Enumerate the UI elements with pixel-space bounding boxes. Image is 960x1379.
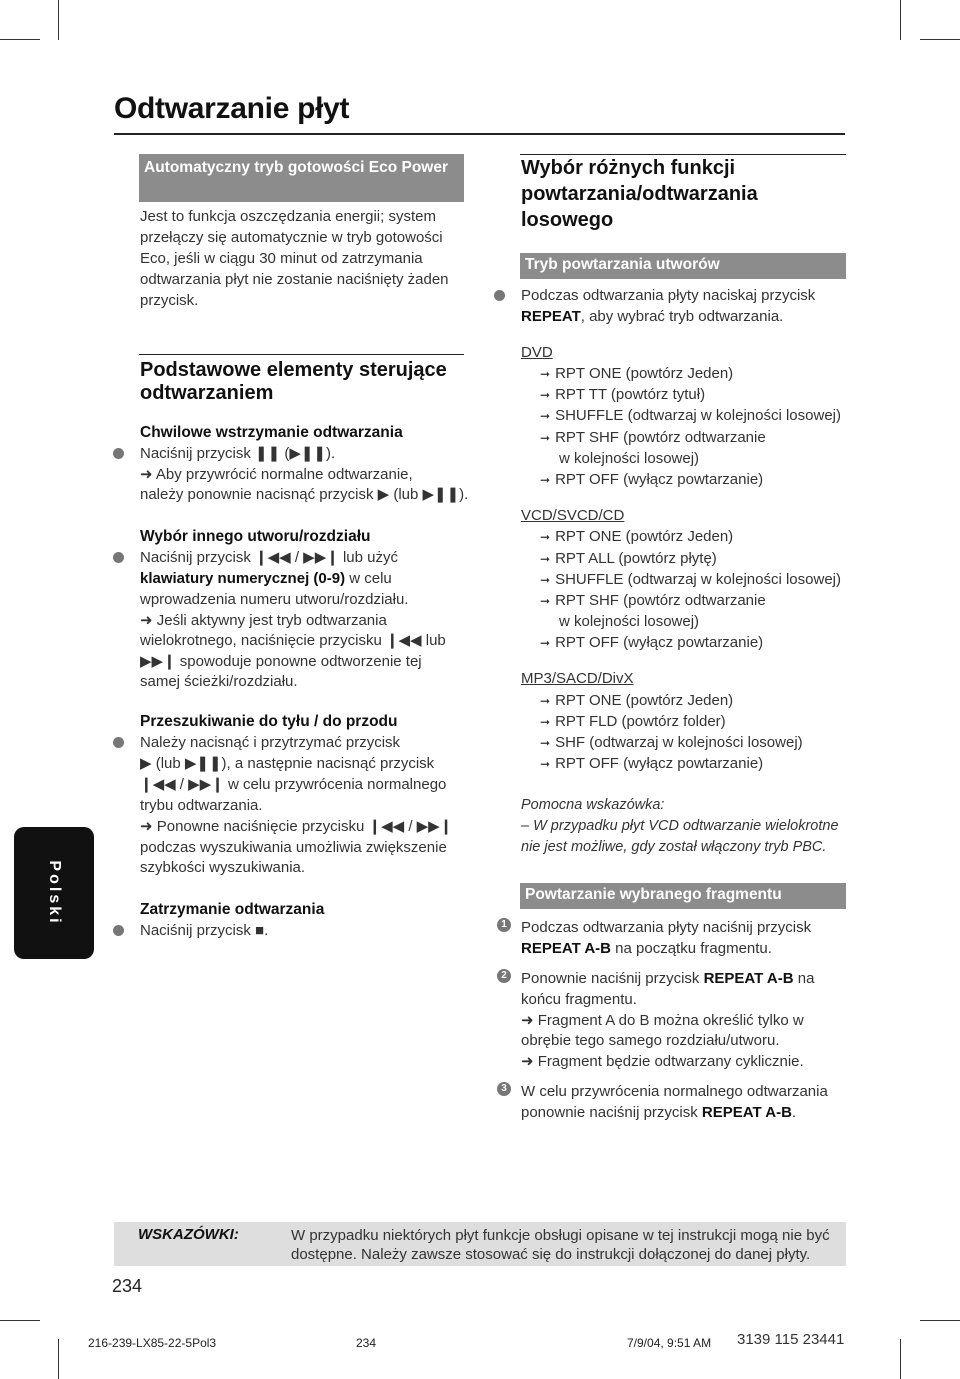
arrow-icon: ➞ bbox=[540, 473, 551, 487]
select-line-2 bbox=[140, 568, 392, 589]
option-label: RPT SHF (powtórz odtwarzanie bbox=[555, 429, 766, 446]
pause-line-3: należy ponownie nacisnąć przycisk ▶ (lub ▶❚❚). bbox=[140, 486, 469, 503]
step1-line-2 bbox=[521, 938, 772, 959]
crop-mark bbox=[920, 1320, 960, 1321]
option-item bbox=[540, 590, 766, 612]
option-item bbox=[540, 711, 726, 733]
eco-power-heading: Automatyczny tryb gotowości Eco Power bbox=[144, 159, 449, 176]
bullet bbox=[113, 737, 124, 748]
search-line-5: ➜ Ponowne naciśnięcie przycisku ❙◀◀ / ▶▶❙ bbox=[140, 818, 453, 835]
page-number: 234 bbox=[112, 1276, 143, 1296]
option-item bbox=[540, 384, 705, 406]
repeat-heading-2: powtarzania/odtwarzania bbox=[521, 183, 758, 205]
arrow-icon: ➞ bbox=[540, 694, 551, 708]
crop-mark bbox=[58, 0, 59, 40]
search-line-1: Należy nacisnąć i przytrzymać przycisk bbox=[140, 734, 401, 751]
crop-mark bbox=[900, 1339, 901, 1379]
title-divider bbox=[114, 133, 845, 135]
crop-mark bbox=[0, 39, 40, 40]
repeat-ab-keyword: REPEAT A-B bbox=[701, 1104, 792, 1121]
select-track-heading: Wybór innego utworu/rozdziału bbox=[140, 528, 371, 545]
step1-line-1: Podczas odtwarzania płyty naciśnij przycisk bbox=[521, 919, 812, 936]
option-label: RPT OFF (wyłącz powtarzanie) bbox=[555, 755, 764, 772]
tips-text: W przypadku niektórych płyt funkcje obsługi opisane w tej instrukcji mogą nie być dostępne. Należy zawsze stosować się do instrukcji dołączonej do danej płyty. bbox=[291, 1227, 830, 1263]
bullet bbox=[113, 925, 124, 936]
option-continuation: w kolejności losowej) bbox=[559, 613, 700, 630]
option-item bbox=[540, 732, 803, 754]
arrow-icon: ➞ bbox=[540, 757, 551, 771]
option-label: RPT ONE (powtórz Jeden) bbox=[555, 692, 734, 709]
option-continuation: w kolejności losowej) bbox=[559, 450, 700, 467]
option-label: RPT SHF (powtórz odtwarzanie bbox=[555, 592, 766, 609]
eco-power-text: Jest to funkcja oszczędzania energii; system przełączy się automatycznie w tryb gotowości Eco, jeśli w ciągu 30 minut od zatrzymania odtwarzania płyt nie zostanie naciśnięty żaden przycisk. bbox=[140, 208, 449, 309]
crop-mark bbox=[900, 0, 901, 40]
step2-line-5: ➜ Fragment będzie odtwarzany cyklicznie. bbox=[521, 1053, 804, 1070]
ab-repeat-bar bbox=[520, 883, 846, 909]
print-file-name: 216-239-LX85-22-5Pol3 bbox=[88, 1336, 217, 1350]
step2-line-1 bbox=[521, 968, 814, 989]
tip-label: Pomocna wskazówka: bbox=[521, 797, 665, 813]
option-label: RPT OFF (wyłącz powtarzanie) bbox=[555, 471, 764, 488]
crop-mark bbox=[58, 1339, 59, 1379]
section-divider bbox=[139, 354, 464, 355]
select-line-2-bold: klawiatury numerycznej (0-9) bbox=[140, 570, 346, 587]
option-item bbox=[540, 405, 841, 427]
repeat-ab-keyword: REPEAT A-B bbox=[521, 940, 611, 957]
step-number: 3 bbox=[497, 1082, 511, 1096]
option-label: RPT ONE (powtórz Jeden) bbox=[555, 528, 734, 545]
search-heading: Przeszukiwanie do tyłu / do przodu bbox=[140, 713, 398, 730]
select-line-3: wprowadzenia numeru utworu/rozdziału. bbox=[140, 591, 409, 608]
tips-label: WSKAZÓWKI: bbox=[138, 1226, 239, 1243]
tip-line-1: – W przypadku płyt VCD odtwarzanie wielokrotne bbox=[521, 818, 839, 834]
option-label: SHUFFLE (odtwarzaj w kolejności losowej) bbox=[555, 571, 841, 588]
step2-line-2: końcu fragmentu. bbox=[521, 991, 637, 1008]
crop-mark bbox=[0, 1320, 40, 1321]
repeat-line-2 bbox=[521, 306, 783, 327]
repeat-line-1: Podczas odtwarzania płyty naciskaj przycisk bbox=[521, 287, 816, 304]
select-line-4: ➜ Jeśli aktywny jest tryb odtwarzania bbox=[140, 612, 387, 629]
group-title-vcd: VCD/SVCD/CD bbox=[521, 507, 625, 524]
arrow-icon: ➞ bbox=[540, 636, 551, 650]
repeat-line-2-rest: , aby wybrać tryb odtwarzania. bbox=[580, 308, 784, 325]
option-label: SHF (odtwarzaj w kolejności losowej) bbox=[555, 734, 803, 751]
group-title-dvd: DVD bbox=[521, 344, 553, 361]
repeat-keyword: REPEAT bbox=[521, 308, 581, 325]
step2-line-4: obrębie tego samego rozdziału/utworu. bbox=[521, 1032, 780, 1049]
section-divider bbox=[520, 154, 846, 155]
search-line-7: szybkości wyszukiwania. bbox=[140, 859, 306, 876]
language-tab-label: Polski bbox=[46, 860, 63, 926]
ab-repeat-heading: Powtarzanie wybranego fragmentu bbox=[525, 886, 782, 903]
pause-line-2: ➜ Aby przywrócić normalne odtwarzanie, bbox=[140, 466, 413, 483]
step1-line-2-rest: na początku fragmentu. bbox=[611, 940, 772, 957]
search-line-3: ❙◀◀ / ▶▶❙ w celu przywrócenia normalnego bbox=[140, 776, 447, 793]
search-line-2: ▶ (lub ▶❚❚), a następnie nacisnąć przycisk bbox=[140, 755, 435, 772]
repeat-heading-1: Wybór różnych funkcji bbox=[521, 157, 736, 179]
pause-heading: Chwilowe wstrzymanie odtwarzania bbox=[140, 424, 403, 441]
search-line-6: podczas wyszukiwania umożliwia zwiększenie bbox=[140, 839, 447, 856]
arrow-icon: ➞ bbox=[540, 715, 551, 729]
arrow-icon: ➞ bbox=[540, 594, 551, 608]
repeat-mode-heading: Tryb powtarzania utworów bbox=[525, 256, 720, 273]
step-number: 1 bbox=[497, 918, 511, 932]
tip-line-2: nie jest możliwe, gdy został włączony tryb PBC. bbox=[521, 839, 827, 855]
option-label: RPT FLD (powtórz folder) bbox=[555, 713, 726, 730]
option-item bbox=[540, 469, 763, 491]
arrow-icon: ➞ bbox=[540, 367, 551, 381]
step2-post: na bbox=[793, 970, 815, 987]
select-line-2-rest: w celu bbox=[345, 570, 392, 587]
option-item bbox=[540, 526, 733, 548]
step3-pre: ponownie naciśnij przycisk bbox=[521, 1104, 702, 1121]
option-label: RPT OFF (wyłącz powtarzanie) bbox=[555, 634, 764, 651]
arrow-icon: ➞ bbox=[540, 573, 551, 587]
group-title-mp3: MP3/SACD/DivX bbox=[521, 670, 634, 687]
print-page-number: 234 bbox=[356, 1336, 377, 1350]
select-line-5: wielokrotnego, naciśnięcie przycisku ❙◀◀ lub bbox=[140, 632, 446, 649]
option-item bbox=[540, 690, 733, 712]
option-label: SHUFFLE (odtwarzaj w kolejności losowej) bbox=[555, 407, 841, 424]
step3-line-1: W celu przywrócenia normalnego odtwarzania bbox=[521, 1083, 828, 1100]
step-number: 2 bbox=[497, 969, 511, 983]
option-item bbox=[540, 632, 763, 654]
option-item bbox=[540, 548, 717, 570]
arrow-icon: ➞ bbox=[540, 388, 551, 402]
page-title: Odtwarzanie płyt bbox=[114, 92, 350, 125]
arrow-icon: ➞ bbox=[540, 431, 551, 445]
option-item bbox=[540, 753, 763, 775]
print-date: 7/9/04, 9:51 AM bbox=[627, 1336, 712, 1350]
repeat-heading-3: losowego bbox=[521, 209, 614, 231]
step3-post: . bbox=[791, 1104, 797, 1121]
eco-power-bar bbox=[139, 154, 464, 202]
arrow-icon: ➞ bbox=[540, 736, 551, 750]
option-label: RPT ALL (powtórz płytę) bbox=[555, 550, 717, 567]
stop-line-1: Naciśnij przycisk ■. bbox=[140, 922, 269, 939]
basic-controls-heading-2: odtwarzaniem bbox=[140, 382, 274, 404]
arrow-icon: ➞ bbox=[540, 552, 551, 566]
arrow-icon: ➞ bbox=[540, 530, 551, 544]
bullet bbox=[494, 290, 505, 301]
bullet bbox=[113, 448, 124, 459]
basic-controls-heading-1: Podstawowe elementy sterujące bbox=[140, 359, 447, 381]
select-line-1: Naciśnij przycisk ❙◀◀ / ▶▶❙ lub użyć bbox=[140, 549, 398, 566]
pause-line-1: Naciśnij przycisk ❚❚ (▶❚❚). bbox=[140, 445, 336, 462]
option-item bbox=[540, 569, 841, 591]
bullet bbox=[113, 552, 124, 563]
arrow-icon: ➞ bbox=[540, 409, 551, 423]
step3-line-2 bbox=[521, 1102, 796, 1123]
repeat-mode-bar bbox=[520, 253, 846, 279]
stop-heading: Zatrzymanie odtwarzania bbox=[140, 901, 325, 918]
option-item bbox=[540, 427, 766, 449]
repeat-ab-keyword: REPEAT A-B bbox=[703, 970, 794, 987]
option-label: RPT TT (powtórz tytuł) bbox=[555, 386, 706, 403]
step2-line-3: ➜ Fragment A do B można określić tylko w bbox=[521, 1012, 804, 1029]
option-item bbox=[540, 363, 733, 385]
select-line-7: samej ścieżki/rozdziału. bbox=[140, 673, 298, 690]
select-line-6: ▶▶❙ spowoduje ponowne odtworzenie tej bbox=[140, 653, 422, 670]
crop-mark bbox=[920, 39, 960, 40]
search-line-4: trybu odtwarzania. bbox=[140, 797, 263, 814]
option-label: RPT ONE (powtórz Jeden) bbox=[555, 365, 734, 382]
step2-pre: Ponownie naciśnij przycisk bbox=[521, 970, 704, 987]
product-code: 3139 115 23441 bbox=[737, 1331, 845, 1348]
